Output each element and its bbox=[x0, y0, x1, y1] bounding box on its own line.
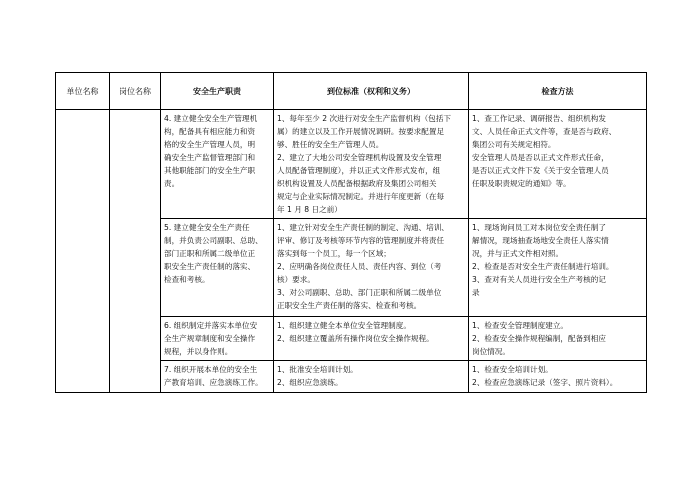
text-line: 1、批准安全培训计划。 bbox=[277, 365, 358, 374]
duty-cell bbox=[161, 317, 274, 361]
text-line: 织机构设置及人员配备根据政府及集团公司相关 bbox=[277, 179, 437, 188]
text-line: 2、检查应急演练记录（签字、照片资料）。 bbox=[472, 378, 618, 387]
text-line: 属）的建立以及工作开展情况调研。按要求配置足 bbox=[277, 127, 445, 136]
text-line: 任职及职责规定的通知》等。 bbox=[472, 179, 571, 188]
text-line: 构，配备具有相应能力和资 bbox=[164, 127, 256, 136]
header-check-method: 检查方法 bbox=[469, 73, 647, 110]
post-name-cell bbox=[110, 110, 161, 393]
header-unit-name: 单位名称 bbox=[56, 73, 110, 110]
text-line: 2、应明确各岗位责任人员、责任内容、到位（考 bbox=[277, 262, 442, 271]
text-line: 核）要求。 bbox=[277, 275, 315, 284]
text-line: 职安全生产责任制的落实、 bbox=[164, 262, 256, 271]
text-line: 6. 组织制定并落实本单位安 bbox=[164, 321, 258, 330]
text-line: 1、检查安全管理制度建立。 bbox=[472, 321, 568, 330]
text-line: 3、查对有关人员进行安全生产考核的记 bbox=[472, 275, 606, 284]
text-line: 产教育培训、应急演练工作。 bbox=[164, 378, 263, 387]
text-line: 其他职能部门的安全生产职 bbox=[164, 166, 256, 175]
text-line: 够、胜任的安全生产管理人员。 bbox=[277, 140, 384, 149]
text-line: 1、查工作记录、调研报告、组织机构发 bbox=[472, 114, 606, 123]
text-line: 5. 建立健全安全生产责任 bbox=[164, 223, 250, 232]
text-line: 2、检查安全操作规程编制，配备到相应 bbox=[472, 334, 606, 343]
text-line: 1、组织建立健全本单位安全管理制度。 bbox=[277, 321, 411, 330]
text-line: 规定与企业实际情况制定。并进行年度更新（在每 bbox=[277, 192, 445, 201]
text-line: 1、现场询问员工对本岗位安全责任制了 bbox=[472, 223, 606, 232]
text-line: 7. 组织开展本单位的安全生 bbox=[164, 365, 258, 374]
standard-cell bbox=[274, 219, 469, 317]
text-line: 安全管理人员是否以正式文件形式任命， bbox=[472, 153, 609, 162]
text-line: 全生产规章制度和安全操作 bbox=[164, 334, 256, 343]
text-line: 规程，并以身作则。 bbox=[164, 347, 233, 356]
header-safety-duty: 安全生产职责 bbox=[161, 73, 274, 110]
text-line: 落实到每一个员工，每一个区域； bbox=[277, 249, 391, 258]
standard-cell bbox=[274, 317, 469, 361]
text-line: 4. 建立健全安全生产管理机 bbox=[164, 114, 258, 123]
header-standard: 到位标准（权利和义务） bbox=[274, 73, 469, 110]
check-cell bbox=[469, 317, 647, 361]
table-header-row bbox=[56, 73, 647, 110]
text-line: 文、人员任命正式文件等，查是否与政府、 bbox=[472, 127, 617, 136]
unit-name-cell bbox=[56, 110, 110, 393]
text-line: 责。 bbox=[164, 179, 180, 188]
text-line: 1、检查安全培训计划。 bbox=[472, 365, 553, 374]
text-line: 部门正职和所属二级单位正 bbox=[164, 249, 256, 258]
text-line: 况，并与正式文件相对照。 bbox=[472, 249, 564, 258]
text-line: 制，并负责公司副职、总助、 bbox=[164, 236, 263, 245]
text-line: 3、对公司副职、总助、部门正职和所属二级单位 bbox=[277, 288, 442, 297]
text-line: 评审、修订及考核等环节内容的管理制度并将责任 bbox=[277, 236, 445, 245]
text-line: 年 1 月 8 日之前） bbox=[277, 205, 342, 214]
text-line: 2、组织建立覆盖所有操作岗位安全操作规程。 bbox=[277, 334, 434, 343]
text-line: 集团公司有关规定相符。 bbox=[472, 140, 556, 149]
check-cell bbox=[469, 361, 647, 393]
text-line: 岗位情况。 bbox=[472, 347, 510, 356]
text-line: 人员配备管理制度），并以正式文件形式发布，组 bbox=[277, 166, 441, 175]
text-line: 检查和考核。 bbox=[164, 275, 210, 284]
table-row bbox=[56, 110, 647, 219]
text-line: 2、建立了大地公司安全管理机构设置及安全管理 bbox=[277, 153, 442, 162]
check-cell bbox=[469, 219, 647, 317]
duty-cell bbox=[161, 110, 274, 219]
text-line: 1、建立针对安全生产责任制的制定、沟通、培训、 bbox=[277, 223, 449, 232]
standard-cell bbox=[274, 110, 469, 219]
header-post-name: 岗位名称 bbox=[110, 73, 161, 110]
check-cell bbox=[469, 110, 647, 219]
responsibility-table bbox=[55, 72, 647, 393]
duty-cell bbox=[161, 361, 274, 393]
text-line: 格的安全生产管理人员，明 bbox=[164, 140, 256, 149]
text-line: 2、组织应急演练。 bbox=[277, 378, 343, 387]
text-line: 确安全生产监督管理部门和 bbox=[164, 153, 256, 162]
standard-cell bbox=[274, 361, 469, 393]
text-line: 2、检查是否对安全生产责任制进行培训。 bbox=[472, 262, 614, 271]
text-line: 录 bbox=[472, 288, 480, 297]
duty-cell bbox=[161, 219, 274, 317]
text-line: 1、每年至少 2 次进行对安全生产监督机构（包括下 bbox=[277, 114, 451, 123]
text-line: 解情况，现场抽查场地安全责任人落实情 bbox=[472, 236, 609, 245]
text-line: 正职安全生产责任制的落实、检查和考核。 bbox=[277, 301, 422, 310]
text-line: 是否以正式文件下发《关于安全管理人员 bbox=[472, 166, 609, 175]
